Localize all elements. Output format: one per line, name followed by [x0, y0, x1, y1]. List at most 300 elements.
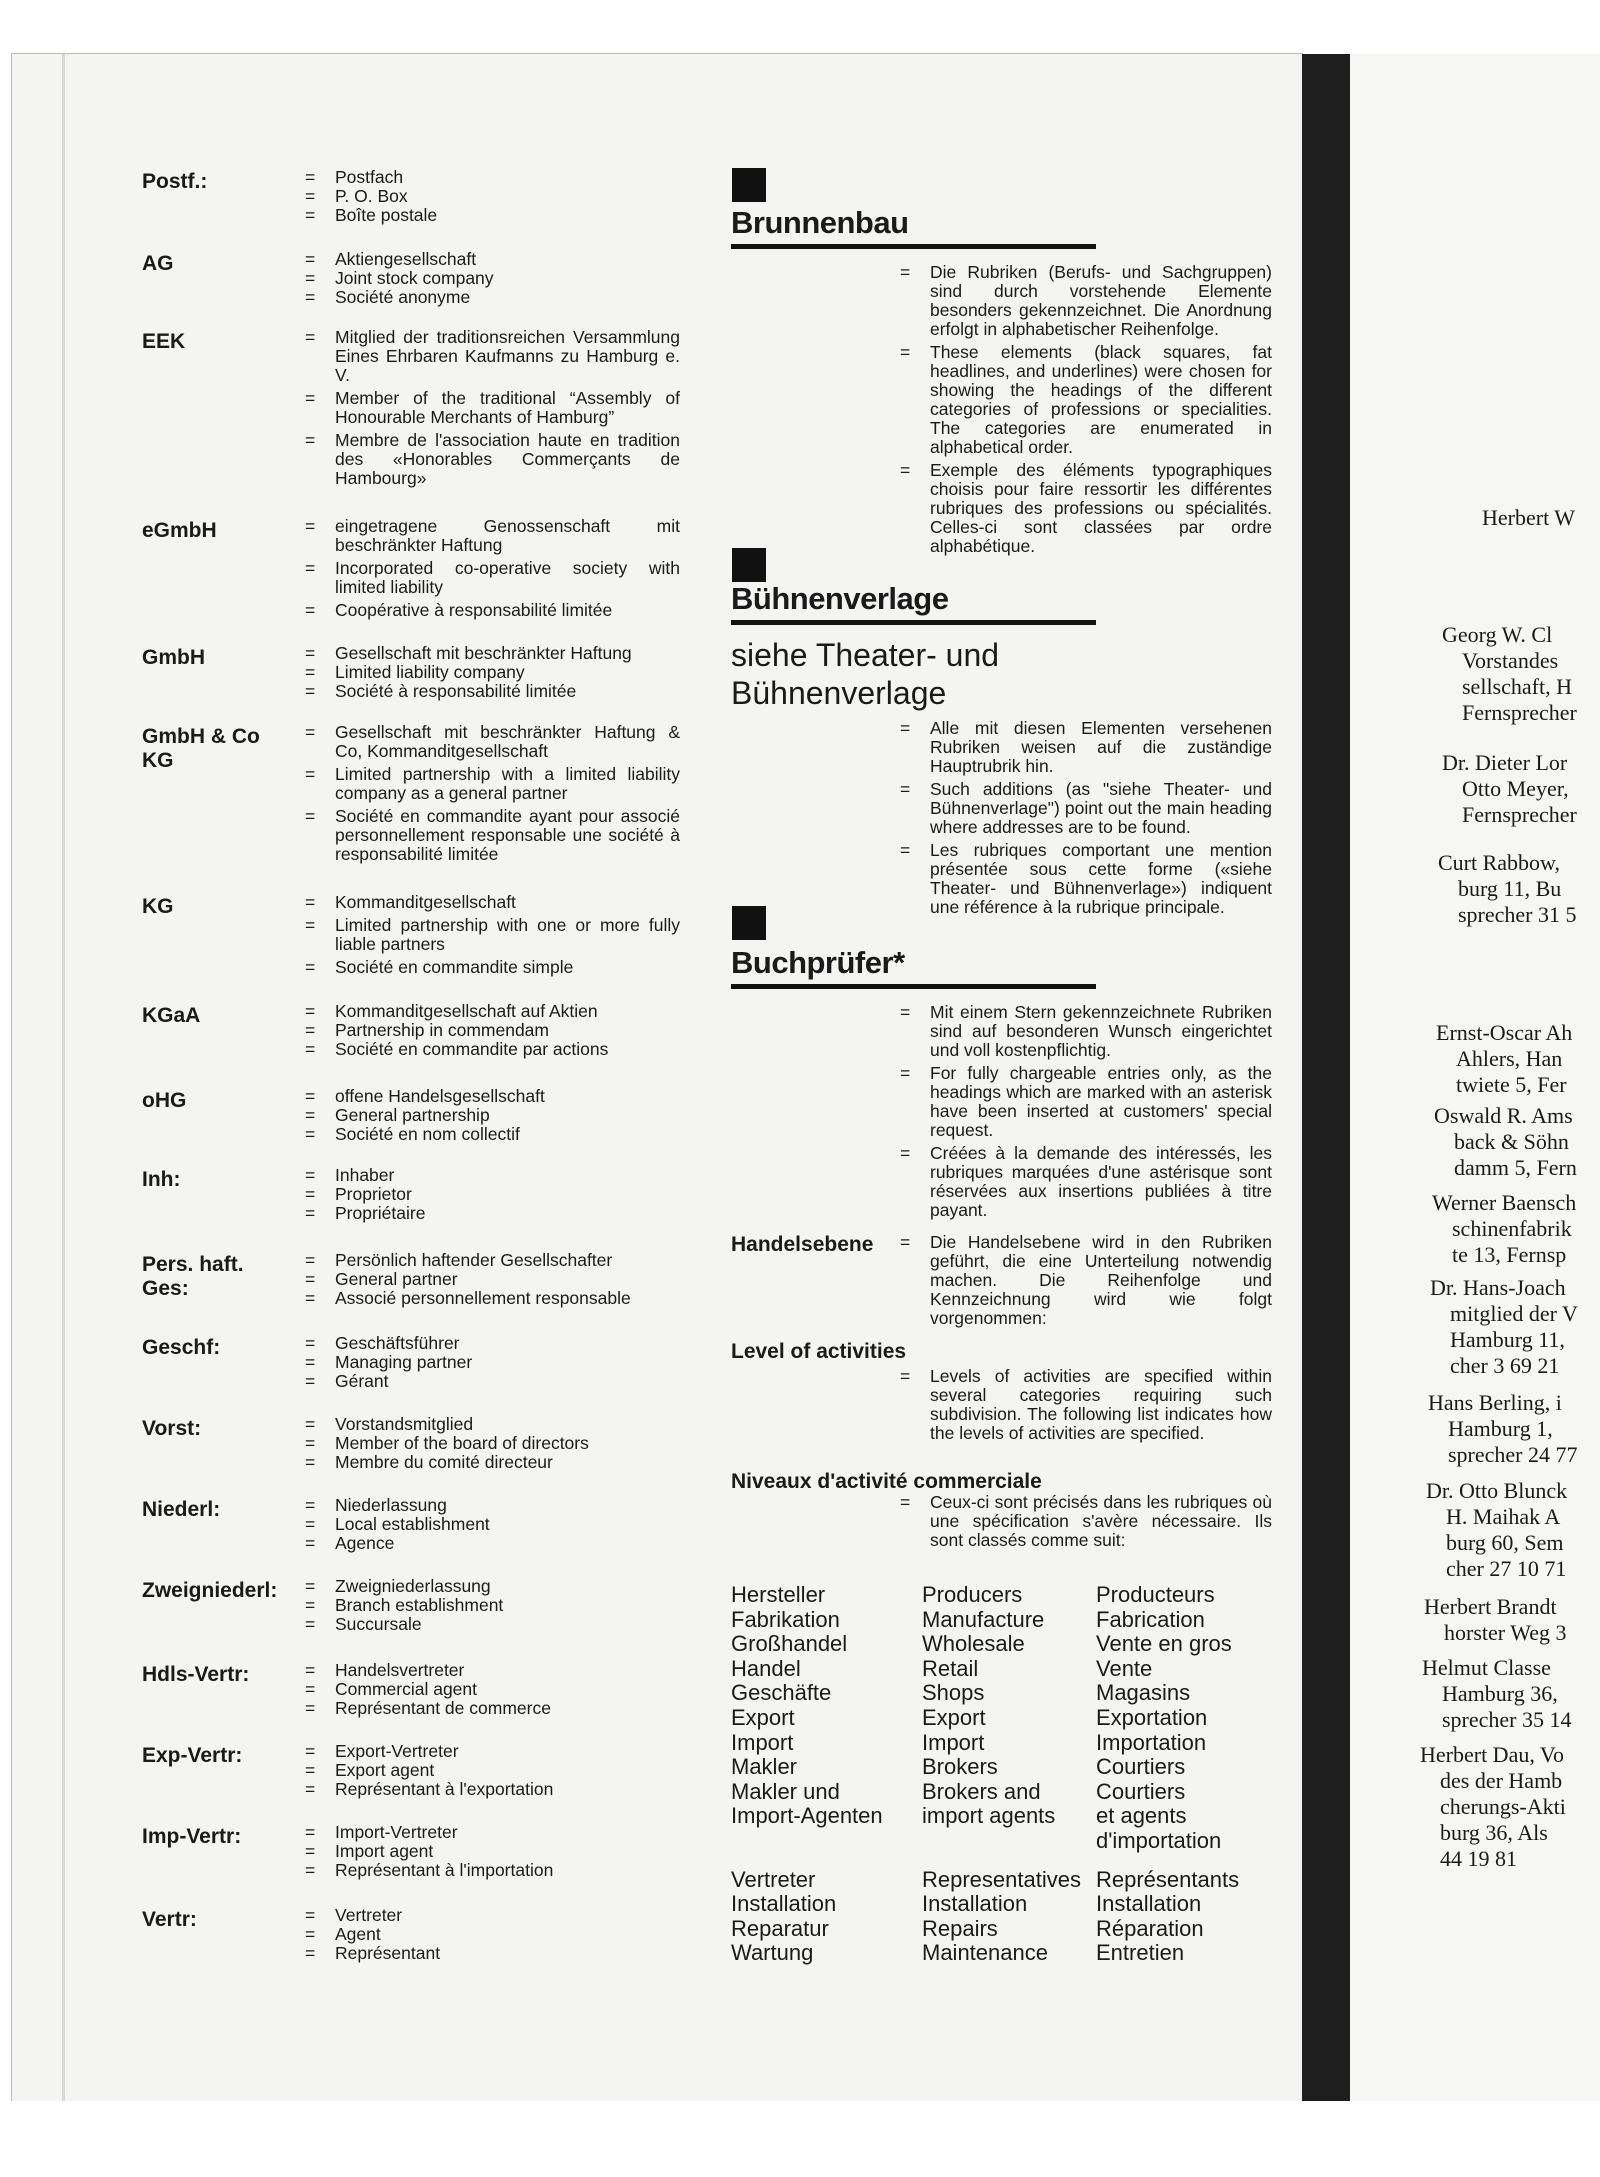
level-english: Manufacture — [922, 1606, 1045, 1632]
level-german: Makler — [731, 1754, 798, 1780]
equals-sign: = — [900, 1002, 911, 1022]
facing-page-text: Vorstandes — [1462, 648, 1559, 673]
equals-sign: = — [305, 327, 316, 347]
explanation-line — [900, 841, 1272, 917]
level-english: Installation — [922, 1891, 1028, 1917]
facing-page-text: Herbert Dau, Vo — [1420, 1742, 1564, 1767]
abbreviation-term: Niederl: — [142, 1498, 221, 1521]
table-row — [731, 1583, 1291, 1608]
facing-page-text: des der Hamb — [1440, 1768, 1563, 1793]
abbreviation-definitions — [305, 250, 680, 307]
level-french: Exportation — [1096, 1704, 1208, 1730]
facing-page-text: mitglied der V — [1450, 1301, 1578, 1326]
definition-text: Société anonyme — [335, 287, 471, 307]
definition-line — [305, 1577, 680, 1596]
level-english: Maintenance — [922, 1940, 1048, 1966]
equals-sign: = — [305, 1124, 316, 1144]
definition-line — [305, 206, 680, 225]
abbreviation-definitions — [305, 1906, 680, 1963]
definition-text: Représentant à l'importation — [335, 1860, 554, 1880]
abbreviation-definitions — [305, 1002, 680, 1059]
facing-page-text: Hamburg 1, — [1448, 1416, 1553, 1441]
level-english: Shops — [922, 1680, 985, 1706]
explanation-text: Such additions (as "siehe Theater- und Bühnenverlage") point out the main heading where addresses are to be found. — [930, 779, 1272, 837]
facing-page-text: H. Maihak A — [1446, 1504, 1561, 1529]
explanation-text: For fully chargeable entries only, as the headings which are marked with an asterisk have been inserted at customers' special request. — [930, 1063, 1272, 1140]
definition-text: Agent — [335, 1924, 381, 1944]
equals-sign: = — [305, 1039, 316, 1059]
table-row — [731, 1657, 1291, 1682]
facing-page-text: horster Weg 3 — [1444, 1620, 1567, 1645]
definition-line — [305, 1823, 680, 1842]
equals-sign: = — [305, 1184, 316, 1204]
table-row — [731, 1755, 1291, 1780]
level-english: Wholesale — [922, 1631, 1025, 1657]
abbreviation-term: oHG — [142, 1089, 187, 1112]
equals-sign: = — [305, 1660, 316, 1680]
definition-line — [305, 1002, 680, 1021]
facing-page-text: damm 5, Fern — [1454, 1155, 1577, 1180]
facing-page-text: sprecher 31 5 — [1458, 902, 1577, 927]
definition-text: Membre du comité directeur — [335, 1452, 553, 1472]
definition-line — [305, 1861, 680, 1880]
abbreviation-term: KG — [142, 895, 174, 918]
abbreviation-definitions — [305, 1496, 680, 1553]
equals-sign: = — [305, 249, 316, 269]
definition-line — [305, 1040, 680, 1059]
level-french: Représentants — [1096, 1866, 1240, 1892]
equals-sign: = — [305, 388, 316, 408]
equals-sign: = — [305, 1020, 316, 1040]
explanation-text: These elements (black squares, fat headlines, and underlines) were chosen for showing the headings of the different categories of professions or specialities. The categories are enumerated in alphabetical order. — [930, 342, 1272, 457]
definition-text: Société en commandite par actions — [335, 1039, 609, 1059]
explanation-line — [900, 1003, 1272, 1060]
definition-text: offene Handelsgesellschaft — [335, 1086, 545, 1106]
equals-sign: = — [305, 764, 316, 784]
equals-sign: = — [900, 718, 911, 738]
definition-text: Zweigniederlassung — [335, 1576, 491, 1596]
table-row — [731, 1829, 1291, 1854]
definition-line — [305, 1906, 680, 1925]
equals-sign: = — [305, 1165, 316, 1185]
equals-sign: = — [305, 1576, 316, 1596]
abbreviation-term: Postf.: — [142, 170, 208, 193]
definition-line — [305, 1270, 680, 1289]
level-french: Magasins — [1096, 1680, 1191, 1706]
abbreviation-definitions — [305, 1334, 680, 1391]
brunnenbau-explanation — [900, 263, 1272, 560]
definition-text: Représentant à l'exportation — [335, 1779, 554, 1799]
table-row — [731, 1632, 1291, 1657]
definition-text: Boîte postale — [335, 205, 438, 225]
abbreviation-definitions — [305, 1577, 680, 1634]
definition-line — [305, 1251, 680, 1270]
facing-page-text: Helmut Classe — [1422, 1655, 1551, 1680]
handelsebene-description: Die Handelsebene wird in den Rubriken geführt, die eine Unterteilung notwendig machen. Die Reihenfolge und Kennzeichnung wird wie folgt vorgenommen: — [930, 1232, 1272, 1328]
definition-text: Société en nom collectif — [335, 1124, 520, 1144]
definition-line — [305, 1453, 680, 1472]
definition-text: Limited partnership with one or more fully liable partners — [335, 915, 680, 954]
abbreviation-term: Vorst: — [142, 1417, 202, 1440]
definition-text: Inhaber — [335, 1165, 395, 1185]
explanation-text: Die Rubriken (Berufs- und Sachgruppen) sind durch vorstehende Elemente besonders gekennzeichnet. Die Anordnung erfolgt in alphabetischer Reihenfolge. — [930, 262, 1272, 339]
definition-text: Représentant de commerce — [335, 1698, 551, 1718]
facing-page-text: Ahlers, Han — [1456, 1046, 1563, 1071]
facing-page-text: cherungs-Akti — [1440, 1794, 1566, 1819]
table-row — [731, 1608, 1291, 1633]
definition-line — [305, 1944, 680, 1963]
definition-line — [305, 1204, 680, 1223]
level-german: Geschäfte — [731, 1680, 832, 1706]
definition-line — [305, 1515, 680, 1534]
abbreviation-definitions — [305, 168, 680, 225]
definition-text: Agence — [335, 1533, 395, 1553]
abbreviation-definitions — [305, 1251, 680, 1308]
equals-sign: = — [305, 1514, 316, 1534]
definition-line — [305, 559, 680, 597]
definition-text: Branch establishment — [335, 1595, 504, 1615]
definition-line — [305, 1334, 680, 1353]
abbreviation-definitions — [305, 1166, 680, 1223]
abbreviation-term: Exp-Vertr: — [142, 1744, 243, 1767]
facing-page-text: Dr. Otto Blunck — [1426, 1478, 1568, 1503]
explanation-line — [900, 461, 1272, 556]
definition-text: P. O. Box — [335, 186, 408, 206]
definition-line — [305, 288, 680, 307]
scan-background-bottom — [0, 2101, 1600, 2177]
definition-text: Membre de l'association haute en tradition des «Honorables Commerçants de Hambourg» — [335, 430, 680, 488]
level-german: Handel — [731, 1655, 801, 1681]
heading-underline — [731, 620, 1096, 625]
equals-sign: = — [305, 1698, 316, 1718]
table-row — [731, 1780, 1291, 1805]
definition-line — [305, 1353, 680, 1372]
facing-page-text: Dr. Hans-Joach — [1430, 1275, 1566, 1300]
facing-page-text: Fernsprecher — [1462, 802, 1577, 827]
definition-text: Limited partnership with a limited liability company as a general partner — [335, 764, 680, 803]
definition-line — [305, 958, 680, 977]
definition-line — [305, 682, 680, 701]
facing-page-text: te 13, Fernsp — [1452, 1242, 1567, 1267]
definition-line — [305, 250, 680, 269]
abbreviation-definitions — [305, 723, 680, 868]
definition-text: Postfach — [335, 167, 404, 187]
niveaux-label: Niveaux d'activité commerciale — [731, 1470, 1042, 1493]
abbreviation-definitions — [305, 644, 680, 701]
equals-sign: = — [305, 1614, 316, 1634]
equals-sign: = — [305, 1001, 316, 1021]
abbreviation-term: Hdls-Vertr: — [142, 1663, 250, 1686]
level-english — [922, 1829, 1096, 1854]
abbreviation-term: Imp-Vertr: — [142, 1825, 242, 1848]
equals-sign: = — [305, 1086, 316, 1106]
definition-text: Gesellschaft mit beschränkter Haftung & Co, Kommanditgesellschaft — [335, 722, 680, 761]
abbreviation-definitions — [305, 893, 680, 981]
definition-line — [305, 187, 680, 206]
table-row — [731, 1731, 1291, 1756]
abbreviation-term: AG — [142, 252, 174, 275]
abbreviation-definitions — [305, 517, 680, 624]
level-french: Entretien — [1096, 1940, 1185, 1966]
abbreviation-term: Zweigniederl: — [142, 1579, 278, 1602]
facing-page-text: Hans Berling, i — [1428, 1390, 1562, 1415]
equals-sign: = — [305, 957, 316, 977]
explanation-text: Exemple des éléments typographiques choisis pour faire ressortir les différentes rubriques des professions ou spécialités. Celles-ci sont classées par ordre alphabétique. — [930, 460, 1272, 556]
explanation-text: Les rubriques comportant une mention présentée sous cette forme («siehe Theater- und Bühnenverlage») indiquent une référence à la rubrique principale. — [930, 840, 1272, 917]
definition-text: Limited liability company — [335, 662, 525, 682]
level-french: Vente — [1096, 1655, 1153, 1681]
equals-sign: = — [305, 1860, 316, 1880]
facing-page-text: Otto Meyer, — [1462, 776, 1569, 801]
facing-page-text: Hamburg 11, — [1450, 1327, 1565, 1352]
definition-line — [305, 1680, 680, 1699]
definition-text: Propriétaire — [335, 1203, 426, 1223]
definition-text: Gérant — [335, 1371, 389, 1391]
equals-sign: = — [900, 1063, 911, 1083]
equals-sign: = — [900, 1492, 911, 1512]
equals-sign: = — [305, 1433, 316, 1453]
definition-text: Joint stock company — [335, 268, 494, 288]
definition-line — [305, 389, 680, 427]
equals-sign: = — [305, 1779, 316, 1799]
equals-sign: = — [305, 1741, 316, 1761]
equals-sign: = — [900, 1232, 911, 1252]
equals-sign: = — [305, 167, 316, 187]
level-english: import agents — [922, 1803, 1056, 1829]
equals-sign: = — [900, 1366, 911, 1386]
facing-page-text: Werner Baensch — [1432, 1190, 1577, 1215]
heading-underline — [731, 244, 1096, 249]
abbreviation-term: EEK — [142, 330, 186, 353]
page-fold-edge — [62, 54, 65, 2101]
definition-line — [305, 1415, 680, 1434]
definition-text: Handelsvertreter — [335, 1660, 465, 1680]
explanation-line — [900, 263, 1272, 339]
level-english: Retail — [922, 1655, 979, 1681]
abbreviation-term: Geschf: — [142, 1336, 221, 1359]
equals-sign: = — [305, 1841, 316, 1861]
equals-sign: = — [305, 186, 316, 206]
equals-sign: = — [305, 1105, 316, 1125]
level-french: Réparation — [1096, 1915, 1204, 1941]
definition-text: Import-Vertreter — [335, 1822, 458, 1842]
definition-line — [305, 431, 680, 488]
level-german — [731, 1829, 922, 1854]
abbreviation-term: KGaA — [142, 1004, 201, 1027]
definition-line — [305, 1125, 680, 1144]
facing-page-text: cher 3 69 21 — [1450, 1353, 1560, 1378]
equals-sign: = — [305, 1333, 316, 1353]
facing-page-text: Georg W. Cl — [1442, 622, 1553, 647]
definition-line — [305, 1021, 680, 1040]
facing-page-text: burg 11, Bu — [1458, 876, 1562, 901]
black-square-marker — [732, 168, 766, 202]
definition-line — [305, 1742, 680, 1761]
level-german: Wartung — [731, 1940, 814, 1966]
definition-text: General partnership — [335, 1105, 490, 1125]
level-of-activities-label: Level of activities — [731, 1340, 907, 1363]
equals-sign: = — [305, 1760, 316, 1780]
explanation-line — [900, 1064, 1272, 1140]
equals-sign: = — [305, 205, 316, 225]
equals-sign: = — [305, 662, 316, 682]
facing-page-text: sprecher 24 77 — [1448, 1442, 1578, 1467]
explanation-text: Alle mit diesen Elementen versehenen Rubriken weisen auf die zuständige Hauptrubrik hin. — [930, 718, 1272, 776]
definition-text: Associé personnellement responsable — [335, 1288, 631, 1308]
facing-page-text: Hamburg 36, — [1442, 1681, 1558, 1706]
explanation-text: Créées à la demande des intéressés, les rubriques marquées d'une astérisque sont réservées aux insertions publiées à titre payant. — [930, 1143, 1272, 1220]
definition-line — [305, 1185, 680, 1204]
definition-line — [305, 1699, 680, 1718]
level-french: Producteurs — [1096, 1582, 1215, 1607]
definition-line — [305, 601, 680, 620]
level-german: Import — [731, 1729, 794, 1755]
equals-sign: = — [305, 1533, 316, 1553]
definition-text: Import agent — [335, 1841, 434, 1861]
definition-line — [305, 1925, 680, 1944]
definition-text: Commercial agent — [335, 1679, 477, 1699]
level-of-activities-table — [731, 1583, 1291, 1966]
equals-sign: = — [305, 643, 316, 663]
equals-sign: = — [900, 342, 911, 362]
level-english: Brokers and — [922, 1778, 1041, 1804]
heading-brunnenbau: Brunnenbau — [731, 205, 909, 240]
abbreviation-term: Inh: — [142, 1168, 181, 1191]
definition-line — [305, 1534, 680, 1553]
facing-page-text: Herbert W — [1482, 505, 1576, 530]
definition-line — [305, 893, 680, 912]
table-row — [731, 1941, 1291, 1966]
definition-text: Kommanditgesellschaft auf Aktien — [335, 1001, 598, 1021]
facing-page-text: Oswald R. Ams — [1434, 1103, 1573, 1128]
abbreviation-definitions — [305, 1661, 680, 1718]
abbreviation-definitions — [305, 1087, 680, 1144]
definition-line — [305, 1661, 680, 1680]
explanation-line — [900, 343, 1272, 457]
definition-line — [305, 1496, 680, 1515]
buchpruefer-explanation — [900, 1003, 1272, 1224]
level-german: Vertreter — [731, 1866, 816, 1892]
level-english: Brokers — [922, 1754, 998, 1780]
level-german: Großhandel — [731, 1631, 848, 1657]
facing-page-text: Ernst-Oscar Ah — [1436, 1020, 1573, 1045]
equals-sign: = — [305, 558, 316, 578]
heading-underline — [731, 984, 1096, 989]
equals-sign: = — [305, 1595, 316, 1615]
definition-text: Société en commandite simple — [335, 957, 574, 977]
equals-sign: = — [305, 915, 316, 935]
explanation-line — [900, 780, 1272, 837]
facing-page-text: burg 60, Sem — [1446, 1530, 1564, 1555]
definition-line — [305, 269, 680, 288]
definition-line — [305, 1289, 680, 1308]
definition-text: Member of the board of directors — [335, 1433, 589, 1453]
definition-text: Succursale — [335, 1614, 422, 1634]
equals-sign: = — [305, 1371, 316, 1391]
table-row — [731, 1868, 1291, 1893]
equals-sign: = — [305, 430, 316, 450]
definition-text: Gesellschaft mit beschränkter Haftung — [335, 643, 632, 663]
facing-page-text: Curt Rabbow, — [1438, 850, 1561, 875]
definition-line — [305, 1780, 680, 1799]
level-german: Hersteller — [731, 1582, 826, 1607]
niveaux-description: Ceux-ci sont précisés dans les rubriques où une spécification s'avère nécessaire. Ils sont classés comme suit: — [930, 1492, 1272, 1550]
equals-sign: = — [900, 460, 911, 480]
definition-text: Member of the traditional “Assembly of Honourable Merchants of Hamburg” — [335, 388, 680, 427]
definition-text: Vertreter — [335, 1905, 403, 1925]
definition-text: Partnership in commendam — [335, 1020, 549, 1040]
definition-text: Société en commandite ayant pour associé personnellement responsable une société à responsabilité limitée — [335, 806, 680, 864]
definition-line — [305, 517, 680, 555]
facing-page-text: burg 36, Als — [1440, 1820, 1548, 1845]
table-row — [731, 1917, 1291, 1942]
definition-text: Vorstandsmitglied — [335, 1414, 474, 1434]
facing-page-text: twiete 5, Fer — [1456, 1072, 1567, 1097]
facing-page — [1350, 54, 1600, 2101]
equals-sign: = — [305, 892, 316, 912]
level-french: Fabrication — [1096, 1606, 1205, 1632]
level-of-activities-text — [900, 1367, 1272, 1447]
niveaux-text — [900, 1493, 1272, 1554]
definition-text: Société à responsabilité limitée — [335, 681, 577, 701]
facing-page-text: cher 27 10 71 — [1446, 1556, 1567, 1581]
level-french: Courtiers — [1096, 1754, 1186, 1780]
facing-page-text: sellschaft, H — [1462, 674, 1572, 699]
scan-background-left — [0, 54, 12, 2177]
definition-line — [305, 1106, 680, 1125]
equals-sign: = — [305, 287, 316, 307]
definition-text: Export-Vertreter — [335, 1741, 459, 1761]
definition-text: Proprietor — [335, 1184, 412, 1204]
equals-sign: = — [305, 600, 316, 620]
level-english: Import — [922, 1729, 985, 1755]
definition-text: Coopérative à responsabilité limitée — [335, 600, 613, 620]
level-english: Representatives — [922, 1866, 1081, 1892]
equals-sign: = — [305, 1822, 316, 1842]
abbreviation-definitions — [305, 1823, 680, 1880]
definition-line — [305, 807, 680, 864]
equals-sign: = — [305, 1288, 316, 1308]
equals-sign: = — [305, 1414, 316, 1434]
equals-sign: = — [305, 1203, 316, 1223]
definition-line — [305, 1615, 680, 1634]
definition-text: General partner — [335, 1269, 458, 1289]
definition-text: Managing partner — [335, 1352, 473, 1372]
equals-sign: = — [900, 1143, 911, 1163]
equals-sign: = — [305, 268, 316, 288]
definition-text: Export agent — [335, 1760, 435, 1780]
facing-page-text: Dr. Dieter Lor — [1442, 750, 1568, 775]
equals-sign: = — [305, 1269, 316, 1289]
definition-text: Persönlich haftender Gesellschafter — [335, 1250, 613, 1270]
table-row — [731, 1706, 1291, 1731]
handelsebene-label: Handelsebene — [731, 1233, 874, 1256]
equals-sign: = — [305, 1679, 316, 1699]
table-row — [731, 1892, 1291, 1917]
equals-sign: = — [305, 1452, 316, 1472]
definition-line — [305, 1434, 680, 1453]
level-french: d'importation — [1096, 1827, 1222, 1853]
buehnenverlage-explanation — [900, 719, 1272, 921]
abbreviation-term: GmbH & Co KG — [142, 725, 260, 772]
definition-text: Kommanditgesellschaft — [335, 892, 516, 912]
facing-page-text: Fernsprecher — [1462, 700, 1577, 725]
definition-text: Mitglied der traditionsreichen Versammlung Eines Ehrbaren Kaufmanns zu Hamburg e. V. — [335, 327, 680, 385]
definition-line — [305, 644, 680, 663]
level-german: Makler und — [731, 1778, 840, 1804]
definition-text: eingetragene Genossenschaft mit beschränkter Haftung — [335, 516, 680, 555]
equals-sign: = — [305, 681, 316, 701]
